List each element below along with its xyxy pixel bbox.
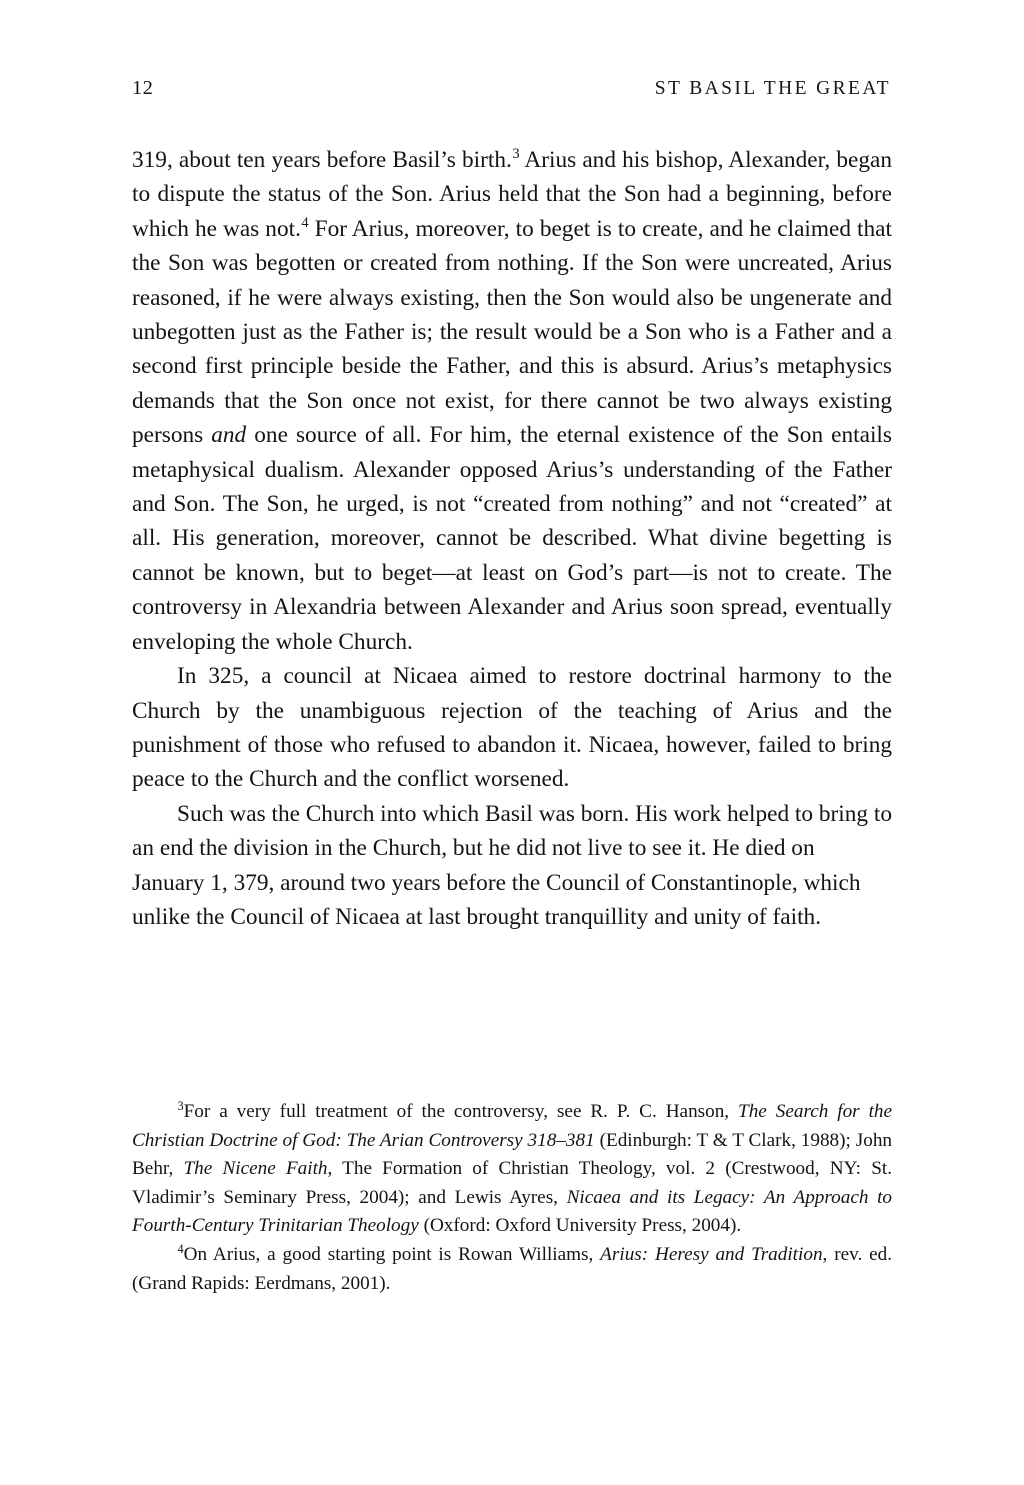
body-text xyxy=(132,143,892,934)
footnote-reference-4[interactable]: 4 xyxy=(301,215,309,232)
running-head-title: ST BASIL THE GREAT xyxy=(654,78,891,99)
footnote-section xyxy=(132,1098,892,1298)
para-arius-controversy: 319, about ten years before Basil’s birth.$^3$ Arius and his bishop, Alexander, began to dispute the status of the Son. Arius held that the Son had a beginning, before which he was not.$^4$ For Arius, moreover, to beget is to create, and he claimed that the Son was begotten or created from nothing. If the Son were uncreated, Arius reasoned, if he were always existing, then the Son would also be ungenerate and unbegotten just as the Father is; the result would be a Son who is a Father and a second first principle beside the Father, and this is absurd. Arius’s metaphysics demands that the Son once not exist, for there cannot be two always existing persons and one source of all. For him, the eternal existence of the Son entails metaphysical dualism. Alexander opposed Arius’s understanding of the Father and Son. The Son, he urged, is not “created from nothing” and not “created” at all. His generation, moreover, cannot be described. What divine begetting is cannot be known, but to beget—at least on God’s part—is not to create. The controversy in Alexandria between Alexander and Arius soon spread, eventually enveloping the whole Church. xyxy=(132,146,892,655)
italic-text: Arius: Heresy and Tradition xyxy=(600,1243,823,1265)
para-nicaea-325: In 325, a council at Nicaea aimed to restore doctrinal harmony to the Church by the unambiguous rejection of the teaching of Arius and the punishment of those who refused to abandon it. Nicaea, however, failed to bring peace to the Church and the conflict worsened. xyxy=(132,663,892,793)
para-basil-born: Such was the Church into which Basil was born. His work helped to bring to an end the division in the Church, but he did not live to see it. He died on January 1, 379, around two years before the Council of Constantinople, which unlike the Council of Nicaea at last brought tranquillity and unity of faith. xyxy=(132,800,892,930)
footnote-marker-3: 3 xyxy=(177,1098,184,1113)
running-head xyxy=(132,78,891,108)
italic-text: The Nicene Faith xyxy=(183,1158,328,1180)
footnote-marker-4: 4 xyxy=(177,1241,184,1256)
footnote-3: $^3$For a very full treatment of the controversy, see R. P. C. Hanson, The Search for the Christian Doctrine of God: The Arian Controversy 318–381 (Edinburgh: T & T Clark, 1988); John Behr, The Nicene Faith, The Formation of Christian Theology, vol. 2 (Crestwood, NY: St. Vladimir’s Seminary Press, 2004); and Lewis Ayres, Nicaea and its Legacy: An Approach to Fourth-Century Trinitarian Theology (Oxford: Oxford University Press, 2004). xyxy=(132,1098,893,1237)
page-number: 12 xyxy=(132,77,154,99)
italic-text: The Search for the Christian Doctrine of God: The Arian Controversy 318–381 xyxy=(132,1101,893,1151)
footnote-4: $^4$On Arius, a good starting point is Rowan Williams, Arius: Heresy and Tradition, rev. ed. (Grand Rapids: Eerdmans, 2001). xyxy=(132,1241,892,1294)
footnote-reference-3[interactable]: 3 xyxy=(512,146,520,163)
italic-text: Nicaea and its Legacy: An Approach to Fourth-Century Trinitarian Theology xyxy=(132,1186,892,1237)
italic-text: and xyxy=(211,422,247,449)
